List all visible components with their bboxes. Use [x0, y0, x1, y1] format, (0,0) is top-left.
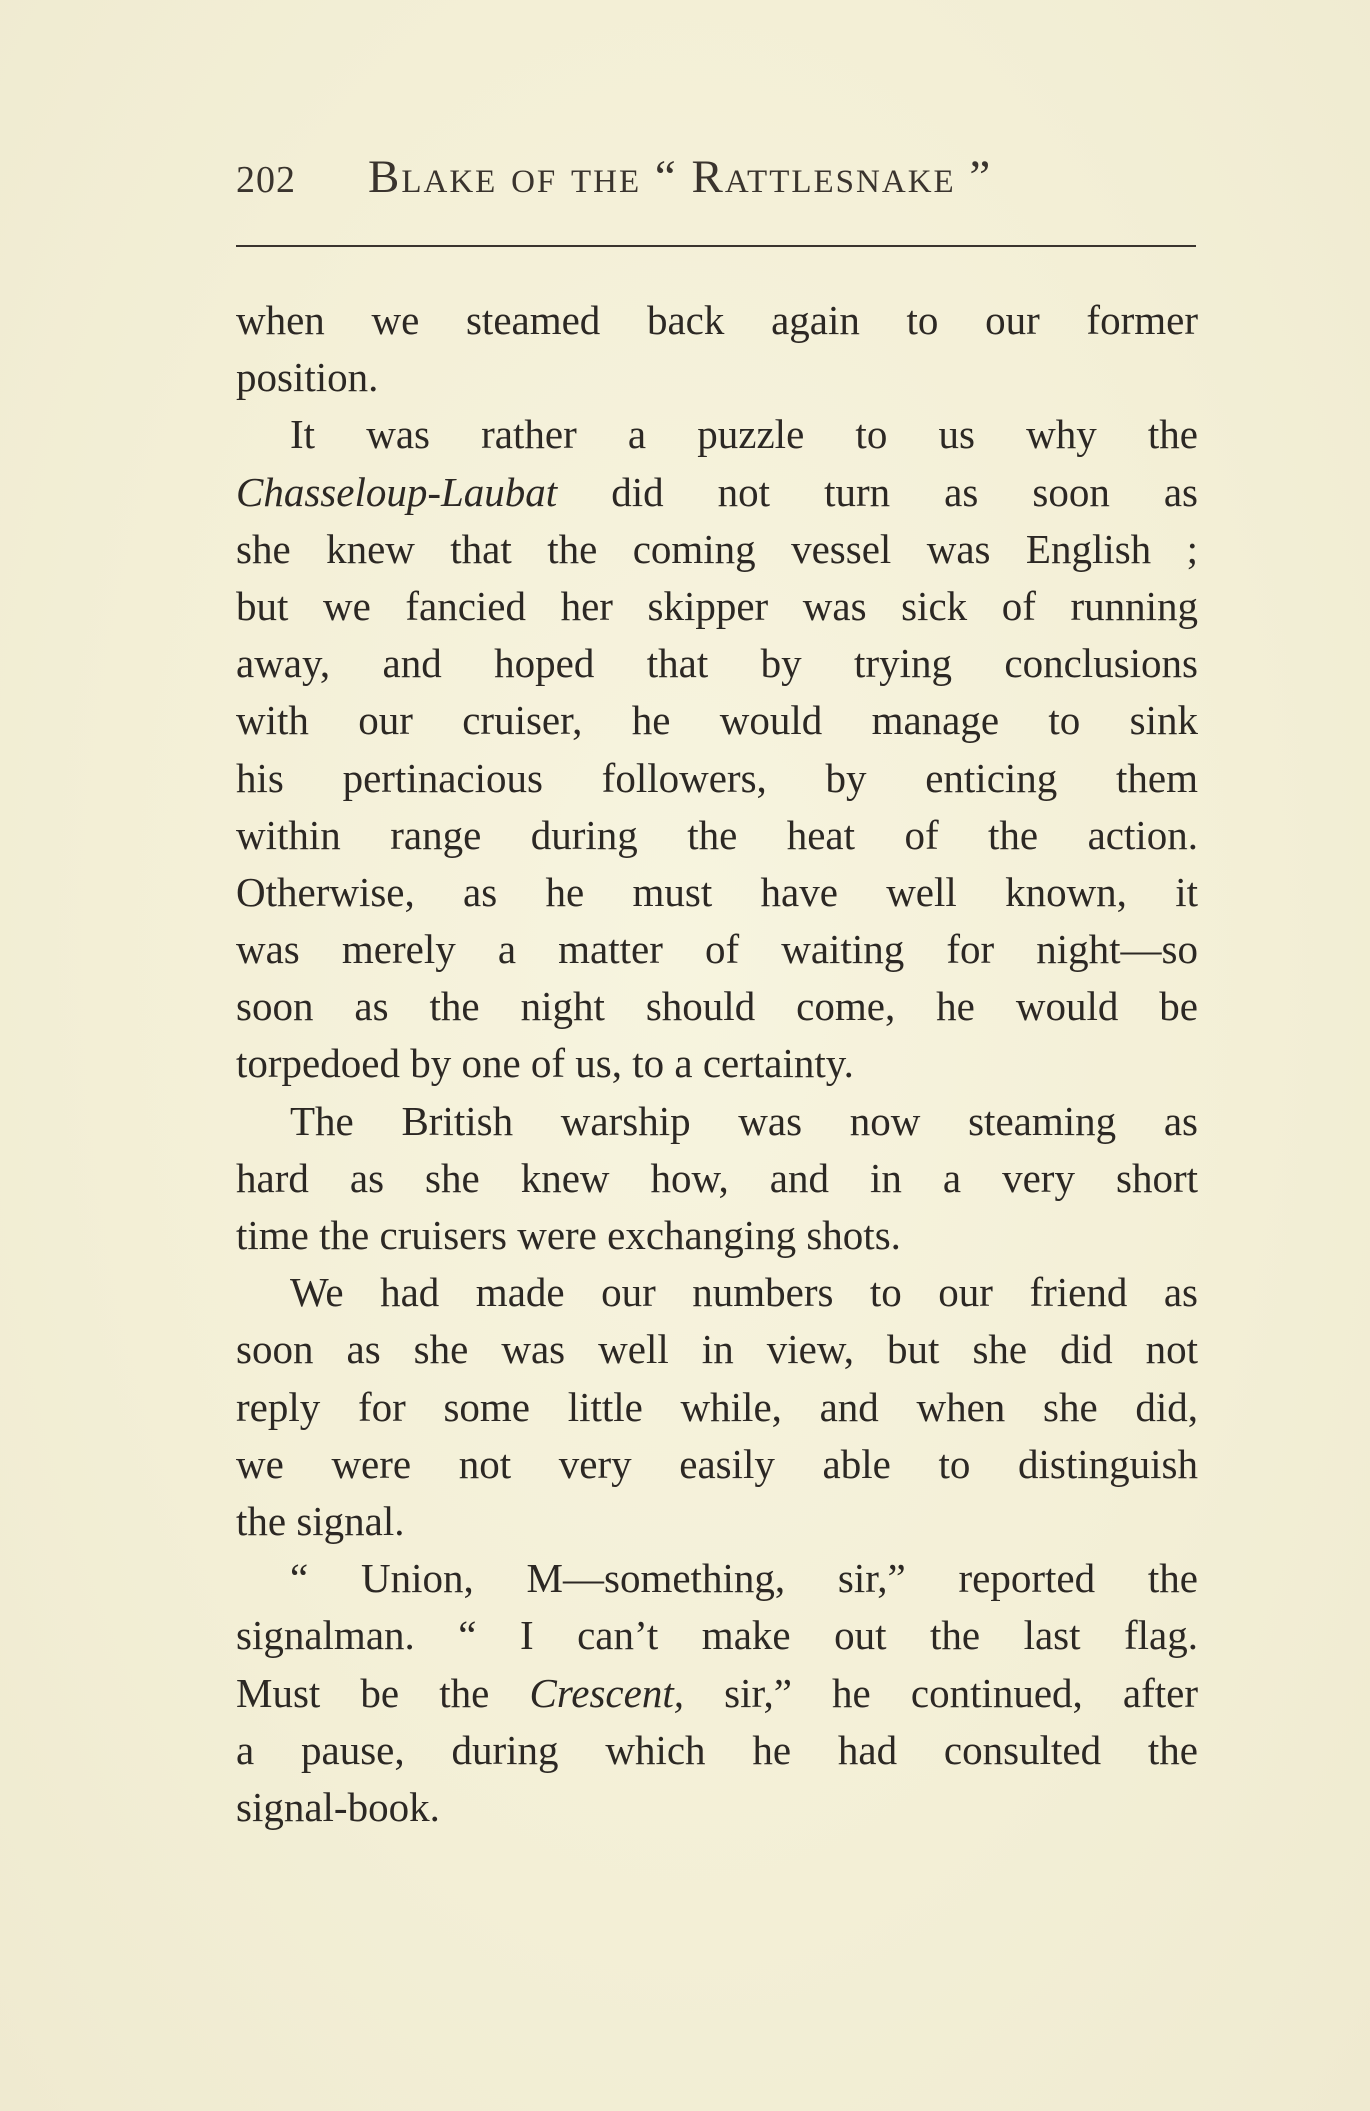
text-line: a pause, during which he had consulted the	[236, 1726, 1198, 1773]
text-line: hard as she knew how, and in a very short	[236, 1154, 1198, 1201]
page-header	[236, 150, 1196, 210]
page-number: 202	[236, 159, 296, 201]
text-line: she knew that the coming vessel was English ;	[236, 525, 1198, 572]
running-title: Blake of the “ Rattlesnake ”	[368, 151, 993, 203]
text-line: torpedoed by one of us, to a certainty.	[236, 1040, 854, 1087]
text-line: his pertinacious followers, by enticing them	[236, 754, 1198, 801]
text-line: Otherwise, as he must have well known, it	[236, 868, 1198, 915]
text-line: was merely a matter of waiting for night—so	[236, 926, 1198, 973]
text-line: signalman. “ I can’t make out the last flag.	[236, 1612, 1198, 1659]
text-line: but we fancied her skipper was sick of running	[236, 582, 1198, 629]
text-fragment: Must be the	[236, 1669, 490, 1716]
text-line: The British warship was now steaming as	[290, 1097, 1198, 1144]
text-line: when we steamed back again to our former	[236, 297, 1198, 343]
text-line: It was rather a puzzle to us why the	[290, 411, 1198, 458]
text-line: position.	[236, 354, 379, 401]
text-line-with-italic	[236, 464, 1198, 521]
text-line: soon as the night should come, he would be	[236, 983, 1198, 1030]
italic-ship-name: Chasseloup-Laubat	[236, 468, 558, 515]
header-rule	[236, 245, 1196, 247]
text-line: We had made our numbers to our friend as	[290, 1269, 1198, 1316]
text-fragment: sir,” he continued, after	[724, 1669, 1199, 1716]
text-line: away, and hoped that by trying conclusions	[236, 640, 1198, 687]
text-line: we were not very easily able to distinguish	[236, 1440, 1198, 1487]
text-line: soon as she was well in view, but she did not	[236, 1326, 1198, 1373]
text-line: reply for some little while, and when she did,	[236, 1383, 1198, 1430]
body-text	[236, 292, 1198, 1836]
text-line: within range during the heat of the action.	[236, 811, 1198, 858]
text-line: “ Union, M—something, sir,” reported the	[290, 1555, 1198, 1602]
text-line: the signal.	[236, 1497, 405, 1544]
italic-ship-name: Crescent,	[529, 1669, 684, 1716]
text-line: with our cruiser, he would manage to sink	[236, 697, 1198, 744]
text-line: time the cruisers were exchanging shots.	[236, 1212, 901, 1258]
text-fragment: did not turn as soon as	[611, 468, 1199, 515]
text-line: signal-book.	[236, 1783, 440, 1830]
text-line-with-italic	[236, 1665, 1198, 1722]
